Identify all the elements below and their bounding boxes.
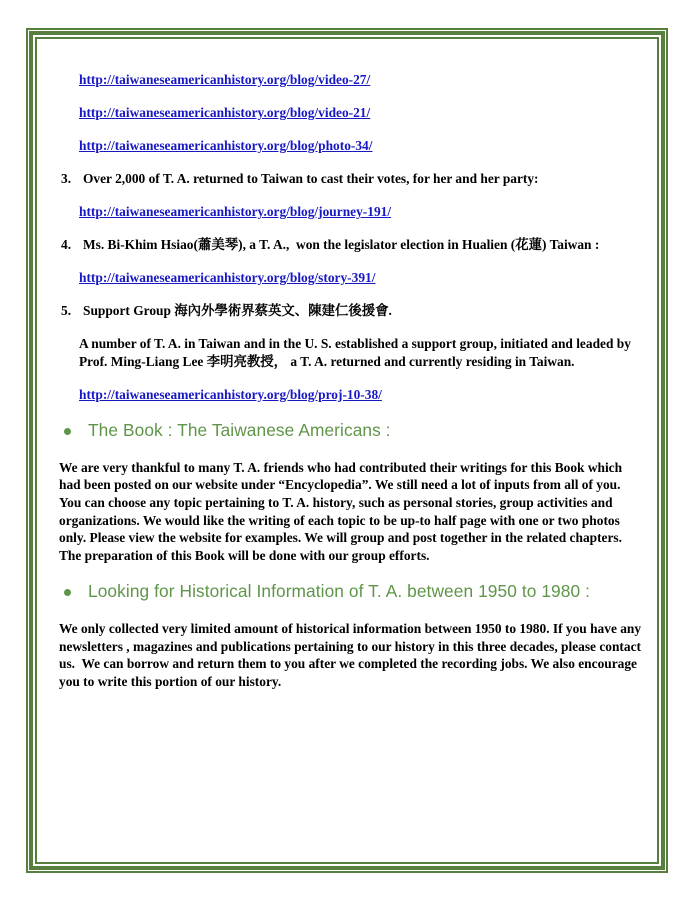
section-heading-the-book [61,419,643,442]
list-item-3-text: Over 2,000 of T. A. returned to Taiwan to cast their votes, for her and her party: [83,171,539,186]
list-item-3-number: 3. [61,171,72,186]
link-blog-story-391[interactable]: http://taiwaneseamericanhistory.org/blog/story-391/ [79,270,376,285]
page-content [37,39,657,862]
list-item-5-number: 5. [61,303,72,318]
link-blog-video-21[interactable]: http://taiwaneseamericanhistory.org/blog/video-21/ [79,105,371,120]
list-item-5-paragraph: A number of T. A. in Taiwan and in the U. S. established a support group, initiated and leaded by Prof. Ming-Liang Lee 李明亮教授， a T. A. returned and currently residing in Taiwan. [79,336,635,369]
bullet-icon [64,428,71,435]
page-border-thick [29,31,665,870]
page-border-inner [35,37,659,864]
link-blog-photo-34[interactable]: http://taiwaneseamericanhistory.org/blog/photo-34/ [79,138,373,153]
section-heading-historical-info [61,580,643,603]
list-item-4 [61,236,643,253]
link-blog-video-27[interactable]: http://taiwaneseamericanhistory.org/blog/video-27/ [79,72,371,87]
list-item-5 [61,302,643,319]
list-item-5-text: Support Group 海內外學術界蔡英文、陳建仁後援會. [83,303,392,318]
link-blog-journey-191[interactable]: http://taiwaneseamericanhistory.org/blog/journey-191/ [79,204,392,219]
section-body-historical-info: We only collected very limited amount of historical information between 1950 to 1980. If you have any newsletters , magazines and publications pertaining to our history in this three decades, please contact us. We can borrow and return them to you after we completed the recording jobs. We also encourage you to write this portion of our history. [59,620,645,689]
section-heading-the-book-text: The Book : The Taiwanese Americans : [88,419,391,440]
section-body-the-book: We are very thankful to many T. A. friends who had contributed their writings for this Book which had been posted on our website under “Encyclopedia”. We still need a lot of inputs from all of you. You can choose any topic pertaining to T. A. history, such as personal stories, group activities and organizations. We would like the writing of each topic to be up-to half page with one or two photos only. Please view the website for examples. We will group and post together in the related chapters. The preparation of this Book will be done with our group efforts. [59,459,626,564]
section-heading-historical-info-text: Looking for Historical Information of T. A. between 1950 to 1980 : [88,580,590,601]
list-item-4-number: 4. [61,237,72,252]
bullet-icon [64,589,71,596]
list-item-3 [61,170,643,187]
list-item-4-text: Ms. Bi-Khim Hsiao(蕭美琴), a T. A., won the legislator election in Hualien (花蓮) Taiwan : [83,237,600,252]
page-border-outer [26,28,668,873]
link-blog-proj-10-38[interactable]: http://taiwaneseamericanhistory.org/blog/proj-10-38/ [79,386,382,402]
